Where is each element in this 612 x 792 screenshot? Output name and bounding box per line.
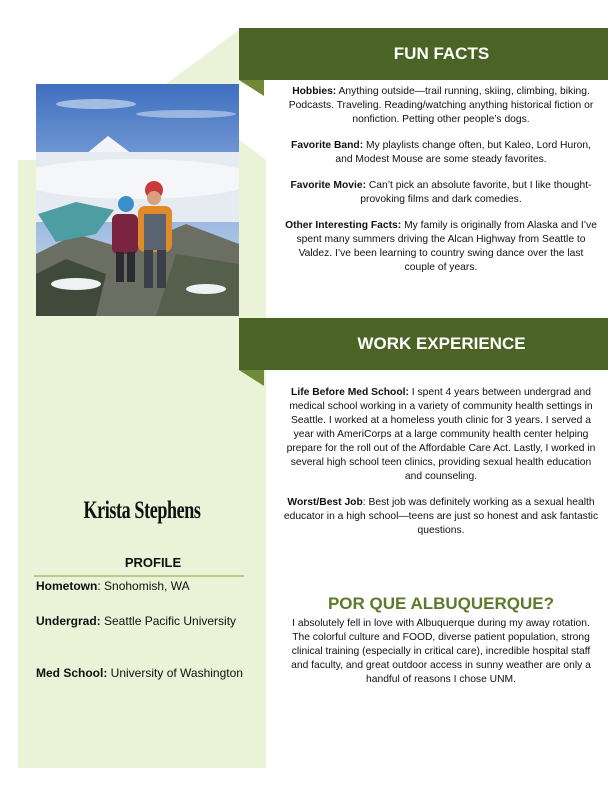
hometown-label: Hometown: [36, 579, 98, 593]
med-school-value: University of Washington: [107, 666, 243, 680]
work-experience-title: WORK EXPERIENCE: [357, 334, 526, 353]
worst-best-job-text: : Best job was definitely working as a sexual health educator in a high school—teens are just so honest and ask fantastic questions.: [283, 497, 599, 536]
band-paragraph: [282, 139, 600, 167]
profile-photo: [36, 84, 239, 316]
other-facts-text: My family is originally from Alaska and I’ve spent many summers driving the Alcan Highway from Seattle to Valdez. I’ve been learning to country swing dance over the last couple of years.: [296, 220, 597, 273]
profile-divider: [34, 575, 244, 577]
mountain-photo-illustration: [36, 84, 239, 316]
other-facts-paragraph: [282, 219, 600, 275]
why-albuquerque-heading: POR QUE ALBUQUERQUE?: [327, 594, 555, 613]
med-school-label: Med School:: [36, 666, 108, 680]
hometown-item: [36, 578, 251, 595]
undergrad-label: Undergrad:: [36, 614, 101, 628]
med-school-item: [36, 665, 251, 682]
work-experience-banner: [275, 318, 608, 370]
person-name: Krista Stephens: [83, 497, 201, 524]
hobbies-label: Hobbies:: [292, 86, 337, 97]
why-albuquerque-section: [282, 617, 600, 699]
fun-facts-title: FUN FACTS: [393, 44, 490, 63]
work-tab: [239, 318, 276, 370]
fun-facts-section: [282, 85, 600, 287]
fun-facts-banner: [275, 28, 608, 80]
band-text: My playlists change often, but Kaleo, Lord Huron, and Modest Mouse are some steady favorites.: [335, 140, 591, 165]
worst-best-job-label: Worst/Best Job: [287, 497, 363, 508]
profile-heading: PROFILE: [124, 555, 182, 570]
movie-label: Favorite Movie:: [290, 180, 366, 191]
movie-text: Can’t pick an absolute favorite, but I like thought-provoking films and dark comedies.: [360, 180, 592, 205]
why-albuquerque-text: I absolutely fell in love with Albuquerque during my away rotation. The colorful culture and FOOD, diverse patient population, strong clinical training (especially in critical care), incredible hospital staff and faculty, and great outdoor access in sunny weather are only a handful of reasons I chose UNM.: [291, 618, 591, 685]
worst-best-job-paragraph: [282, 496, 600, 538]
movie-paragraph: [282, 179, 600, 207]
fun-facts-tab: [239, 28, 276, 80]
hobbies-text: Anything outside—trail running, skiing, climbing, biking. Podcasts. Traveling. Reading/watching anything historical fiction or nonfiction. Petting other people’s dogs.: [288, 86, 594, 125]
hometown-value: : Snohomish, WA: [97, 579, 190, 593]
work-section: [282, 386, 600, 550]
hobbies-paragraph: [282, 85, 600, 127]
before-med-school-label: Life Before Med School:: [291, 387, 409, 398]
band-label: Favorite Band:: [291, 140, 364, 151]
fun-facts-flap: [239, 80, 264, 96]
before-med-school-text: I spent 4 years between undergrad and medical school working in a variety of community health settings in Seattle. I worked at a homeless youth clinic for 3 years. I served a year with AmeriCorps at a large community health center helping prepare for the roll out of the Affordable Care Act. Lastly, I worked in several high school teen clinics, providing sexual health education and counseling.: [286, 387, 596, 482]
undergrad-value: Seattle Pacific University: [100, 614, 237, 628]
before-med-school-paragraph: [282, 386, 600, 484]
other-facts-label: Other Interesting Facts:: [285, 220, 402, 231]
undergrad-item: [36, 613, 251, 630]
